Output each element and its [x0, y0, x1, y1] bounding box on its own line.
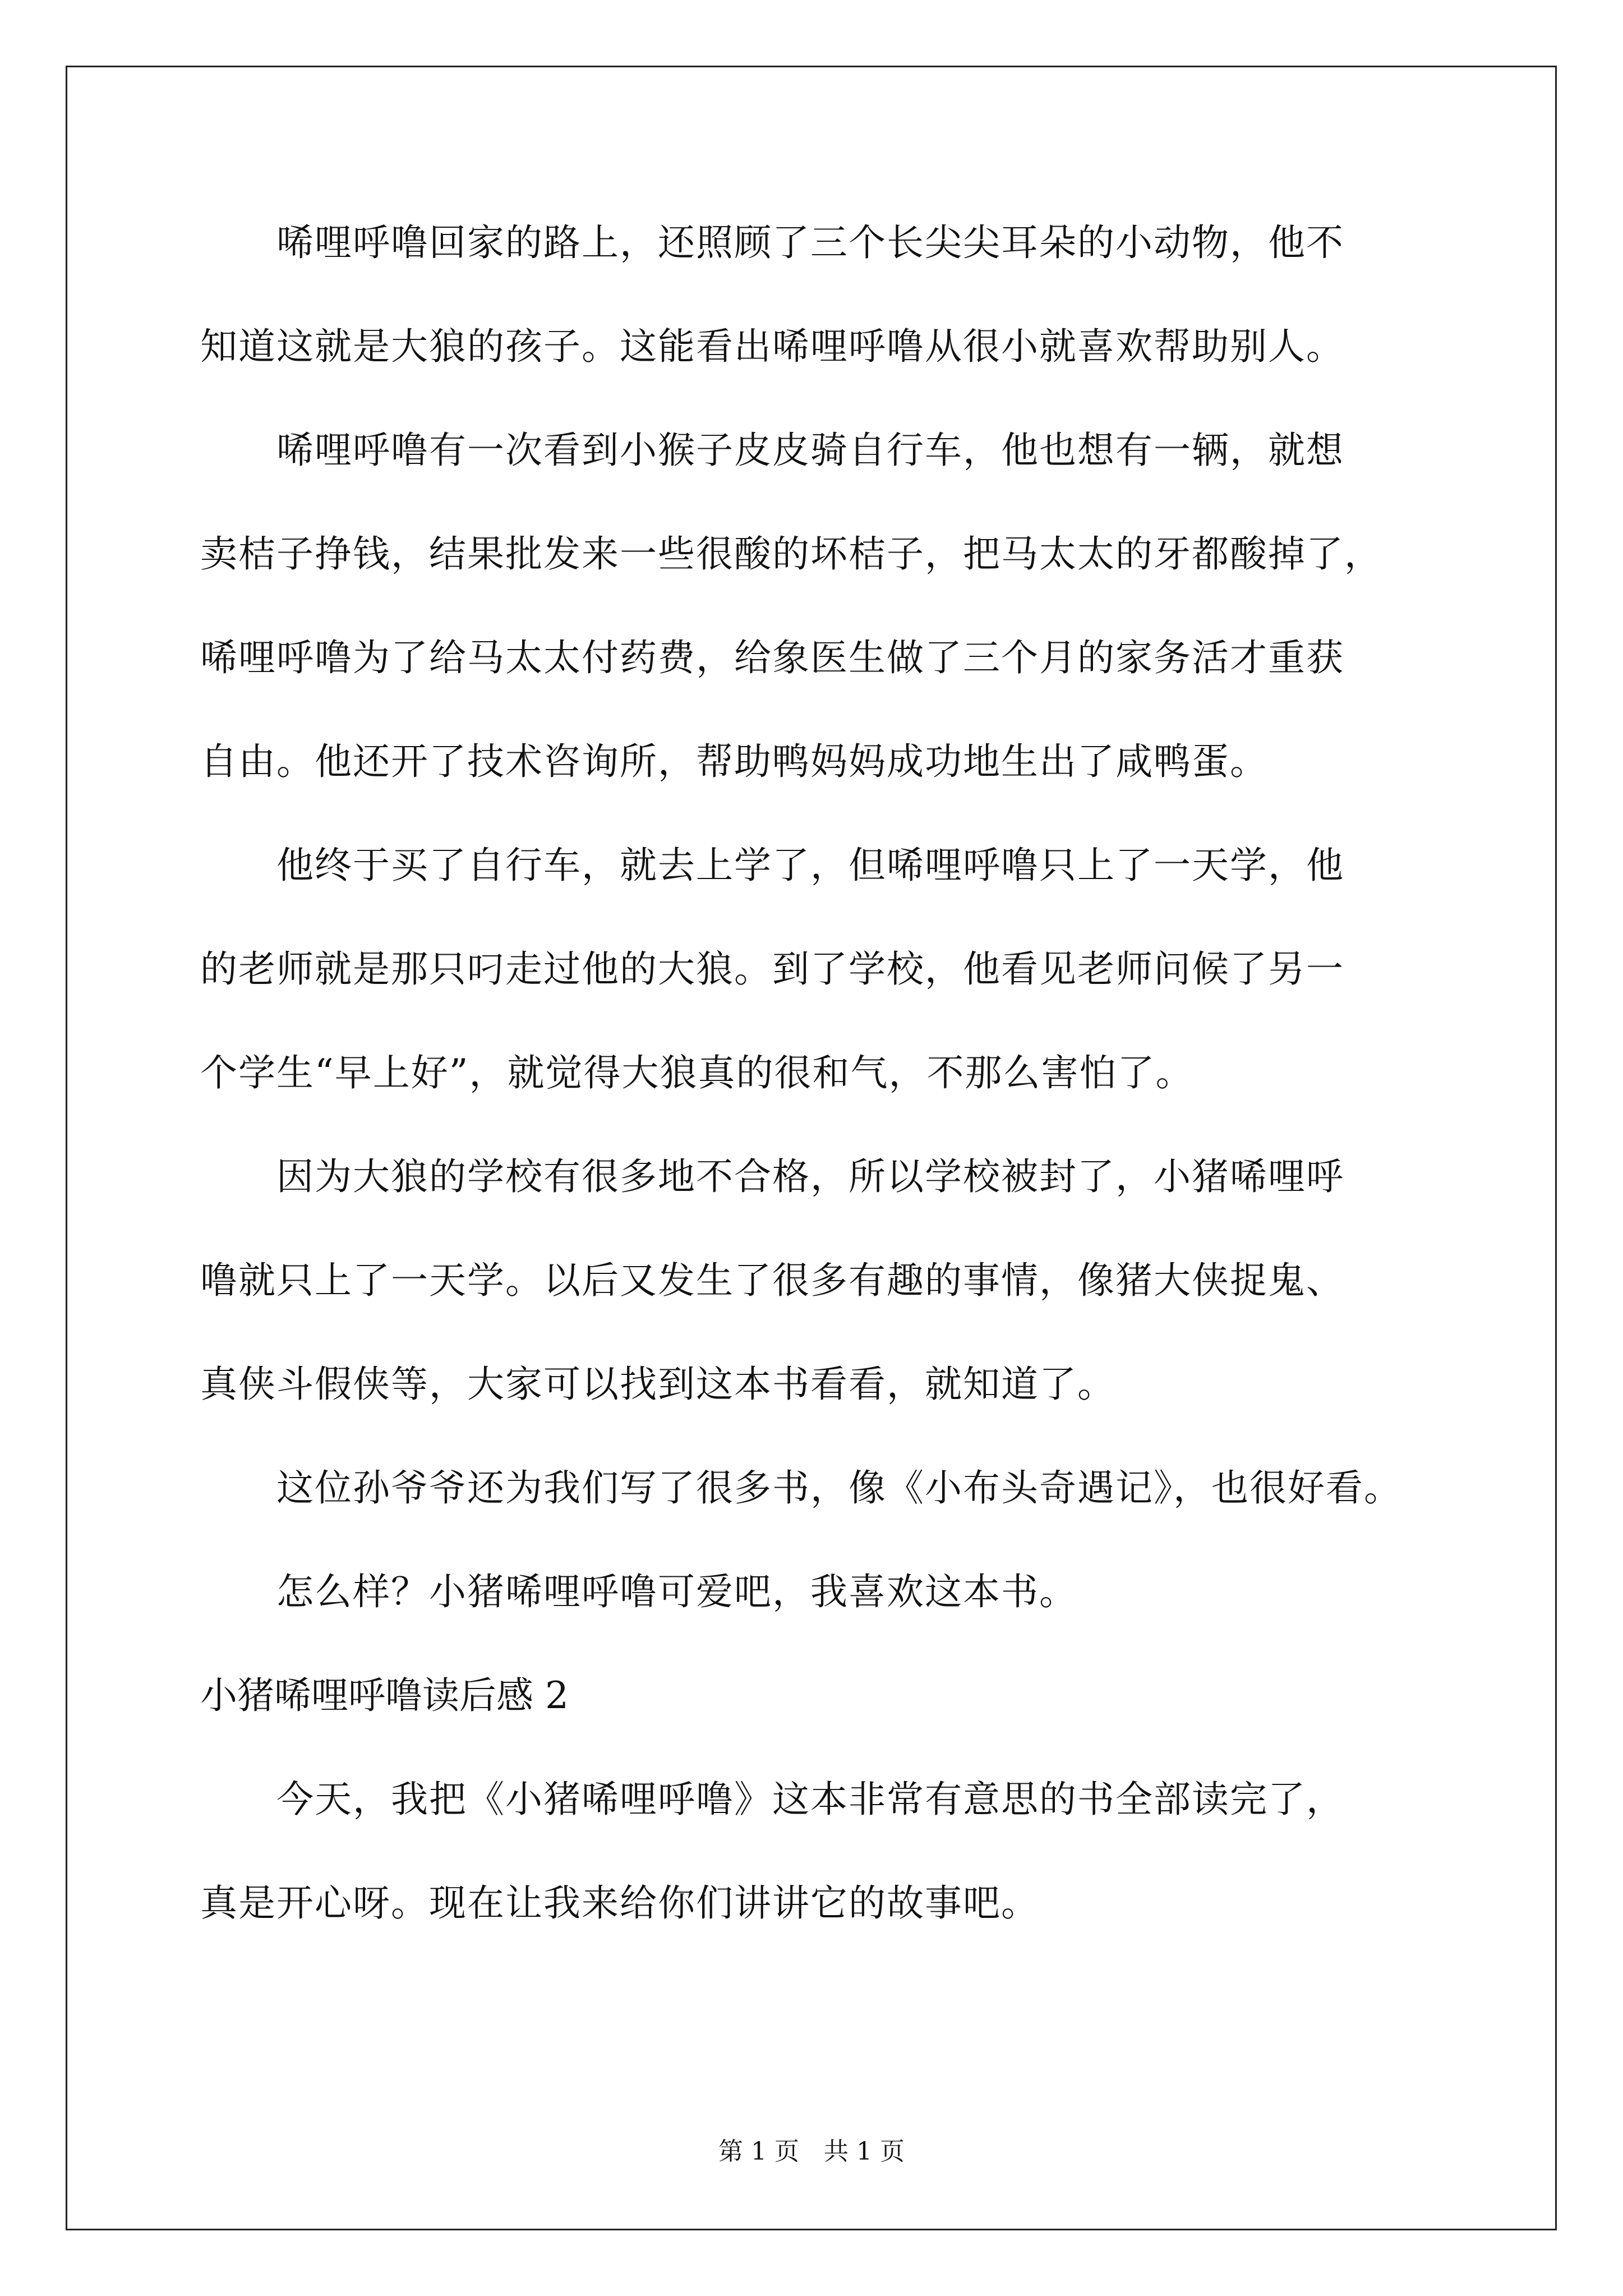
text-line: 真侠斗假侠等，大家可以找到这本书看看，就知道了。 — [200, 1363, 1115, 1406]
text-line: 噜就只上了一天学。以后又发生了很多有趣的事情，像猪大侠捉鬼、 — [200, 1259, 1344, 1302]
page-number-footer: 第 1 页 共 1 页 — [718, 2137, 905, 2166]
text-line: 唏哩呼噜回家的路上，还照顾了三个长尖尖耳朵的小动物，他不 — [200, 221, 1344, 264]
text-line: 他终于买了自行车，就去上学了，但唏哩呼噜只上了一天学，他 — [200, 844, 1344, 887]
text-line: 自由。他还开了技术咨询所，帮助鸭妈妈成功地生出了咸鸭蛋。 — [200, 740, 1268, 783]
text-line: 真是开心呀。现在让我来给你们讲讲它的故事吧。 — [200, 1881, 1039, 1925]
text-line: 个学生“早上好”，就觉得大狼真的很和气，不那么害怕了。 — [200, 1051, 1194, 1094]
text-line: 今天，我把《小猪唏哩呼噜》这本非常有意思的书全部读完了， — [200, 1778, 1344, 1821]
text-line: 这位孙爷爷还为我们写了很多书，像《小布头奇遇记》，也很好看。 — [200, 1466, 1402, 1510]
section-heading: 小猪唏哩呼噜读后感 2 — [200, 1674, 569, 1717]
text-line: 的老师就是那只叼走过他的大狼。到了学校，他看见老师问候了另一 — [200, 947, 1344, 991]
text-line: 唏哩呼噜为了给马太太付药费，给象医生做了三个月的家务活才重获 — [200, 636, 1344, 679]
text-line: 卖桔子挣钱，结果批发来一些很酸的坏桔子，把马太太的牙都酸掉了， — [200, 532, 1382, 576]
text-line: 怎么样？小猪唏哩呼噜可爱吧，我喜欢这本书。 — [200, 1570, 1077, 1613]
text-line: 知道这就是大狼的孩子。这能看出唏哩呼噜从很小就喜欢帮助别人。 — [200, 325, 1344, 368]
text-line: 因为大狼的学校有很多地不合格，所以学校被封了，小猪唏哩呼 — [200, 1155, 1344, 1198]
text-line: 唏哩呼噜有一次看到小猴子皮皮骑自行车，他也想有一辆，就想 — [200, 429, 1344, 472]
